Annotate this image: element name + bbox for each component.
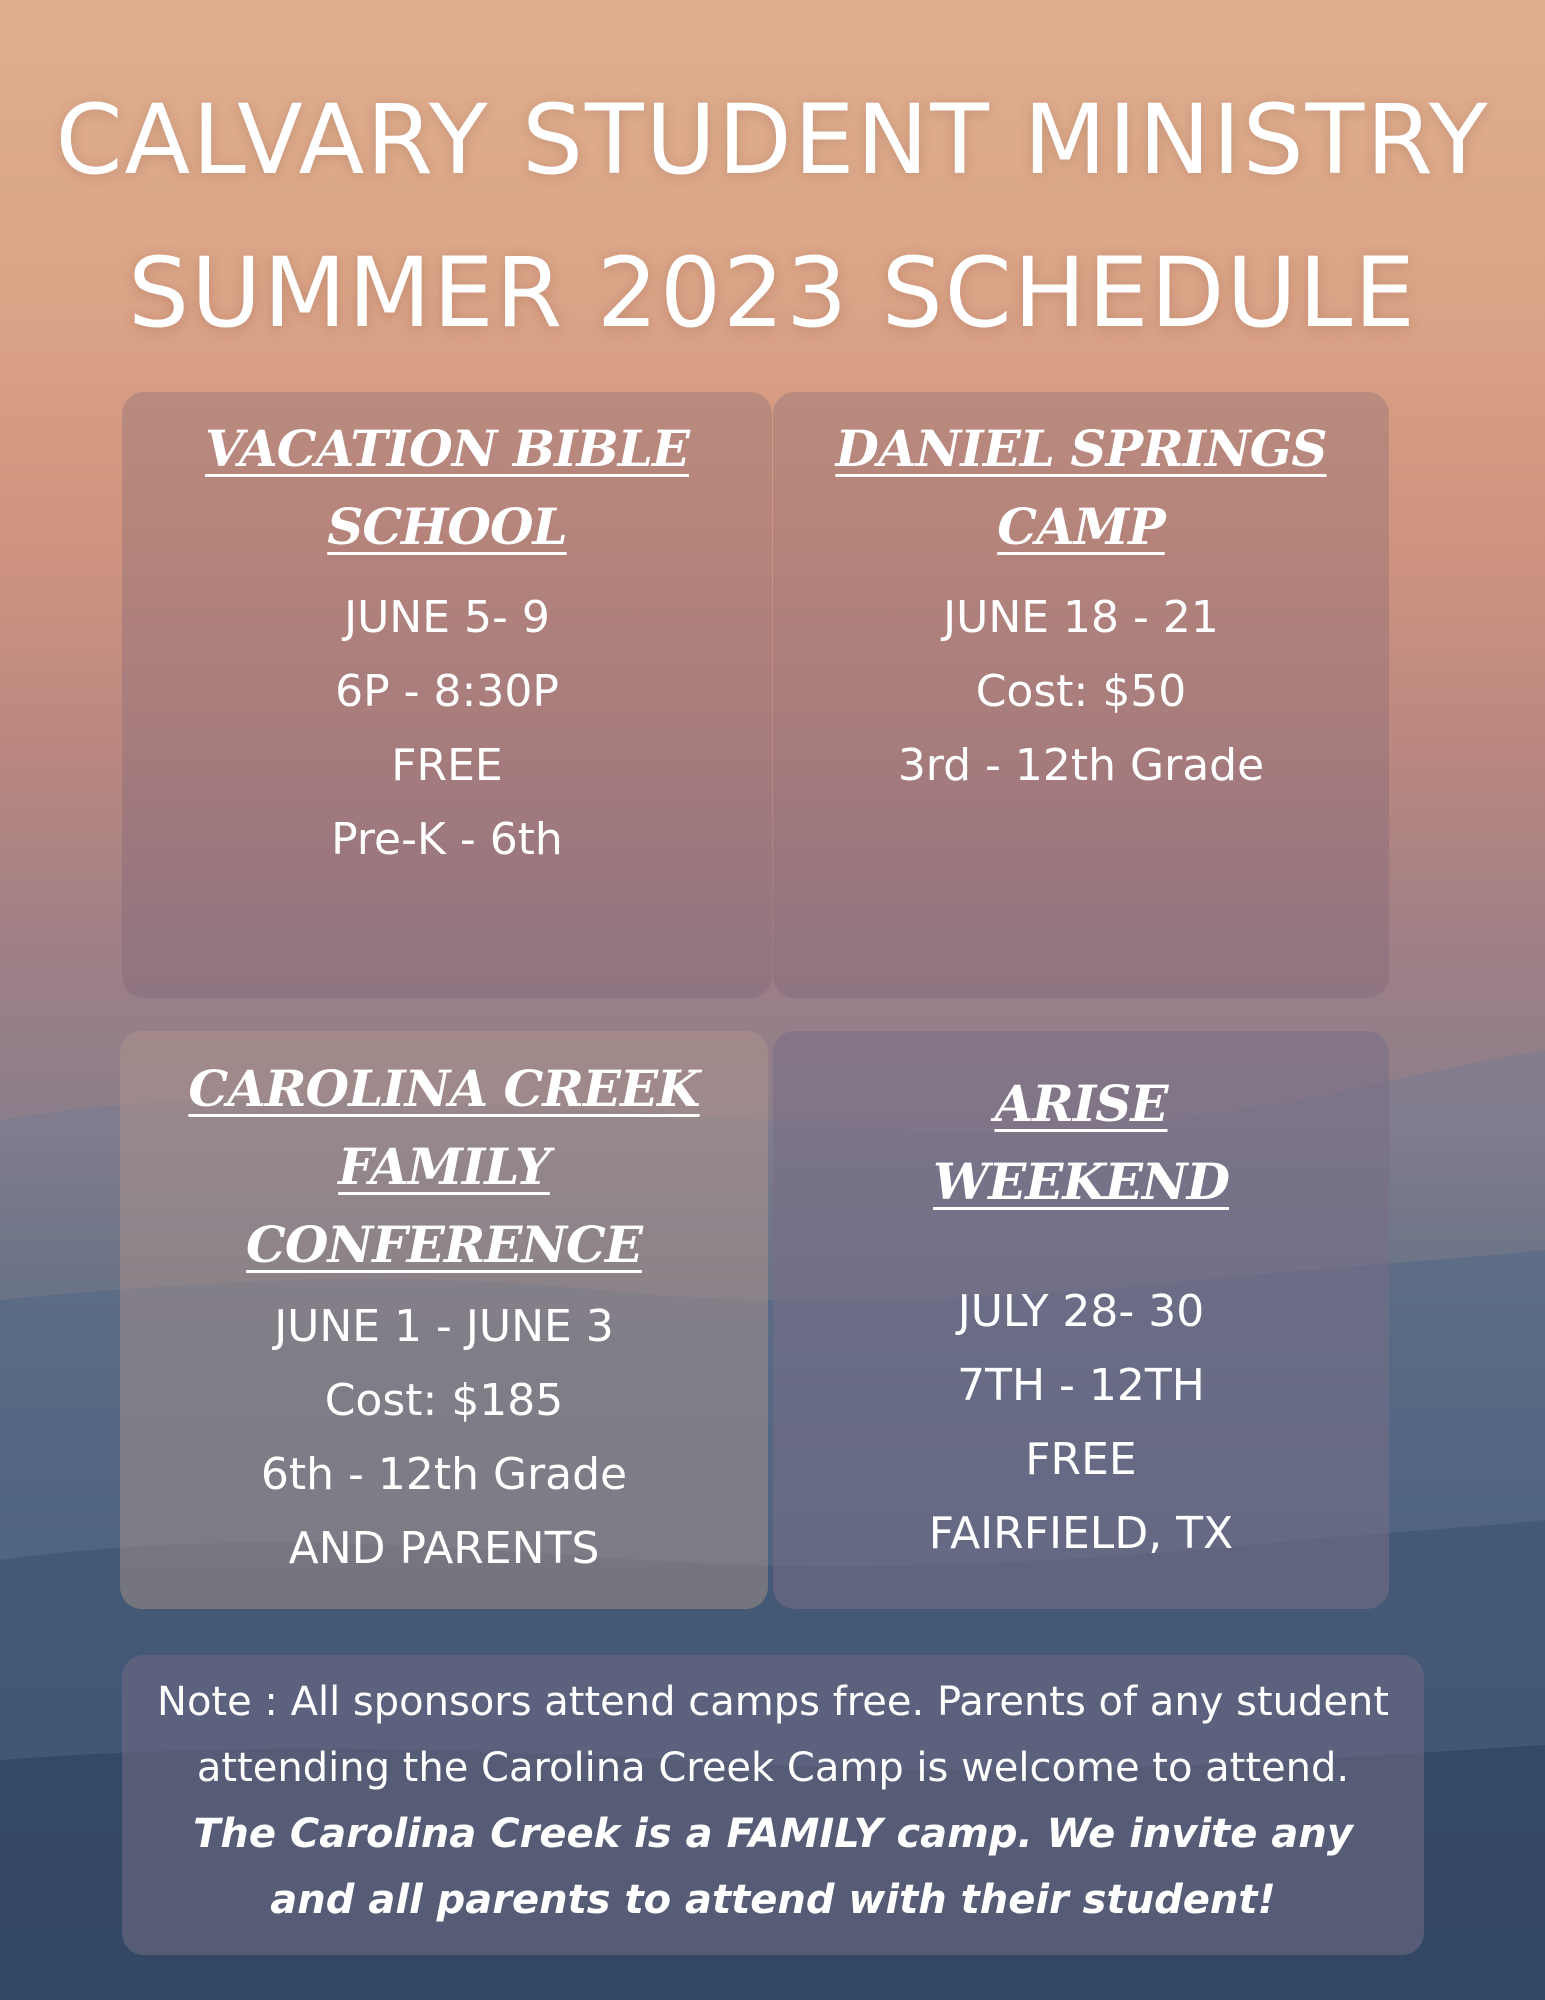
event-heading: [773, 410, 1389, 566]
event-card-arise-weekend: [773, 1031, 1389, 1609]
detail-cost: Cost: $185: [324, 1375, 564, 1426]
detail-cost: FREE: [391, 740, 503, 791]
heading-line: CAROLINA CREEK: [188, 1059, 700, 1118]
event-heading: [773, 1065, 1389, 1221]
title-line-2: SUMMER 2023 SCHEDULE: [128, 237, 1417, 349]
heading-line: CAMP: [997, 497, 1165, 556]
heading-line: VACATION BIBLE: [205, 419, 689, 478]
heading-line: FAMILY: [338, 1137, 550, 1196]
event-card-carolina-creek: [120, 1031, 768, 1609]
detail-grades: 7TH - 12TH: [957, 1360, 1205, 1411]
detail-extra: AND PARENTS: [288, 1523, 600, 1574]
heading-line: SCHOOL: [327, 497, 567, 556]
detail-cost: Cost: $50: [975, 666, 1187, 717]
heading-line: CONFERENCE: [246, 1215, 642, 1274]
detail-grades: 6th - 12th Grade: [260, 1449, 628, 1500]
detail-cost: FREE: [1025, 1434, 1137, 1485]
detail-dates: JULY 28- 30: [957, 1286, 1205, 1337]
note-box: [122, 1655, 1424, 1955]
event-heading: [122, 410, 772, 566]
heading-line: DANIEL SPRINGS: [835, 419, 1327, 478]
detail-time: 6P - 8:30P: [335, 666, 559, 717]
detail-location: FAIRFIELD, TX: [928, 1508, 1234, 1559]
heading-line: WEEKEND: [932, 1152, 1229, 1211]
detail-dates: JUNE 5- 9: [344, 592, 550, 643]
detail-dates: JUNE 18 - 21: [943, 592, 1219, 643]
title-line-1: CALVARY STUDENT MINISTRY: [55, 84, 1490, 196]
note-text: Note : All sponsors attend camps free. Parents of any student attending the Carolina Creek Camp is welcome to attend.: [157, 1679, 1389, 1791]
event-card-vbs: [122, 392, 772, 998]
detail-grades: Pre-K - 6th: [331, 814, 563, 865]
event-details: [773, 581, 1389, 803]
heading-line: ARISE: [994, 1074, 1168, 1133]
event-details: [122, 581, 772, 877]
detail-grades: 3rd - 12th Grade: [897, 740, 1265, 791]
event-heading: [120, 1050, 768, 1284]
detail-dates: JUNE 1 - JUNE 3: [274, 1301, 614, 1352]
event-card-daniel-springs: [773, 392, 1389, 998]
event-details: [120, 1290, 768, 1586]
event-details: [773, 1275, 1389, 1571]
note-emphasis: The Carolina Creek is a FAMILY camp. We invite any and all parents to attend with their student!: [193, 1811, 1353, 1923]
